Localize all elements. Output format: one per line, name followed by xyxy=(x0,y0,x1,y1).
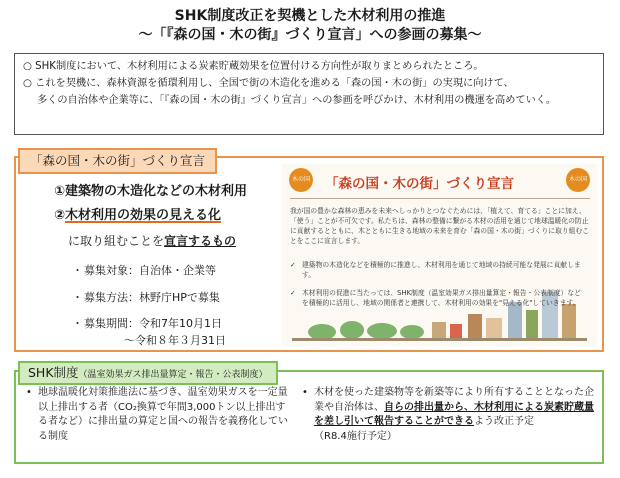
point-2-text: 木材利用の効果の見える化 xyxy=(65,208,222,223)
shk-right-bold: 自らの排出量から、木材利用による炭素貯蔵量を差し引いて報告することができる xyxy=(314,401,594,427)
recruit-target xyxy=(72,262,216,278)
dot-bullet-icon: • xyxy=(302,387,308,398)
check-text-2: 木材利用の促進に当たっては、SHK制度（温室効果ガス排出量算定・報告・公表制度）などを積極的に活用し、地域の関係者と連携して、木材利用の効果を"見える化"していきます。 xyxy=(302,289,581,307)
declaration-tab: 「森の国・木の街」づくり宣言 xyxy=(18,148,217,174)
shk-tab xyxy=(18,361,278,385)
dot-bullet-icon: ・ xyxy=(72,264,83,277)
circle-bullet-icon: ○ xyxy=(23,78,32,89)
recruit-method-text: 募集方法：林野庁HPで募集 xyxy=(84,291,220,304)
point-1 xyxy=(54,180,284,204)
statement-pre: に取り組むことを xyxy=(68,234,165,248)
check-icon: ✓ xyxy=(290,261,296,269)
shk-right-post: よう改正予定 xyxy=(474,416,534,427)
shk-tab-label: SHK制度 xyxy=(28,365,79,380)
panel-checklist xyxy=(290,260,584,316)
circle-bullet-icon: ○ xyxy=(23,61,32,72)
point-2 xyxy=(54,204,284,228)
recruit-target-text: 募集対象：自治体・企業等 xyxy=(84,264,216,277)
shk-right-pre: 木材を使った建築物等を新築等により所有することとなった企業や自治体は、 xyxy=(314,387,594,413)
intro-item-2 xyxy=(23,75,595,92)
badge-icon: 木の国 xyxy=(566,168,590,192)
check-icon: ✓ xyxy=(290,289,296,297)
shk-tab-sub: （温室効果ガス排出量算定・報告・公表制度） xyxy=(78,370,268,380)
declaration-points xyxy=(54,180,284,228)
intro-item-1 xyxy=(23,58,595,75)
dot-bullet-icon: • xyxy=(26,387,32,398)
shk-left-text: 地球温暖化対策推進法に基づき、温室効果ガスを一定量以上排出する者（CO₂換算で年間3,000トン以上排出する者など）に排出量の算定と国への報告を義務化している制度 xyxy=(38,387,288,442)
page-subtitle: ～「『森の国・木の街』づくり宣言」への参画の募集～ xyxy=(138,27,482,43)
intro-text-2b: 多くの自治体や企業等に、「『森の国・木の街』づくり宣言」への参画を呼びかけ、木材利用の機運を高めていく。 xyxy=(37,95,556,106)
panel-body: 我が国の豊かな森林の恵みを未来へしっかりとつなぐためには、「植えて、育てる」ことに加え、「使う」ことが不可欠です。私たちは、森林の整備に繋がる木材の活用を通じて地球温暖化の防止に貢献するとともに、木とともに生きる地域の未来を育む「森の国・木の街」づくりに取り組むことをここに宣言します。 xyxy=(290,207,590,245)
dot-bullet-icon: ・ xyxy=(72,291,83,304)
intro-box xyxy=(14,53,604,135)
panel-title: 「森の国・木の街」づくり宣言 xyxy=(325,176,514,192)
page-title: SHK制度改正を契機とした木材利用の推進 xyxy=(174,8,446,24)
shk-right-text xyxy=(314,386,598,444)
declaration-statement xyxy=(68,232,236,249)
statement-bold: 宣言するもの xyxy=(164,234,237,248)
point-2-num: ② xyxy=(54,208,66,223)
badge-icon: 木の国 xyxy=(289,168,313,192)
recruit-period xyxy=(72,315,222,331)
intro-text-1: SHK制度において、木材利用による炭素貯蔵効果を位置付ける方向性が取りまとめられたところ。 xyxy=(35,61,484,72)
check-text-1: 建築物の木造化などを積極的に推進し、木材利用を通じて地域の持続可能な発展に貢献します。 xyxy=(302,261,581,279)
recruit-method xyxy=(72,289,220,305)
recruit-period-end: ～令和８年３月31日 xyxy=(124,334,226,347)
point-1-text: 建築物の木造化などの木材利用 xyxy=(65,184,248,199)
intro-text-2a: これを契機に、森林資源を循環利用し、全国で街の木造化を進める「森の国・木の街」の実現に向けて、 xyxy=(35,78,514,89)
panel-divider xyxy=(290,198,590,199)
shk-right-note: （R8.4施行予定） xyxy=(314,430,397,442)
check-item-2 xyxy=(290,288,584,308)
point-1-num: ① xyxy=(54,184,66,199)
dot-bullet-icon: ・ xyxy=(72,317,83,330)
shk-right xyxy=(302,386,598,444)
check-item-1 xyxy=(290,260,584,280)
recruit-period-text: 募集期間：令和7年10月1日 xyxy=(84,317,222,330)
shk-left xyxy=(26,386,294,444)
